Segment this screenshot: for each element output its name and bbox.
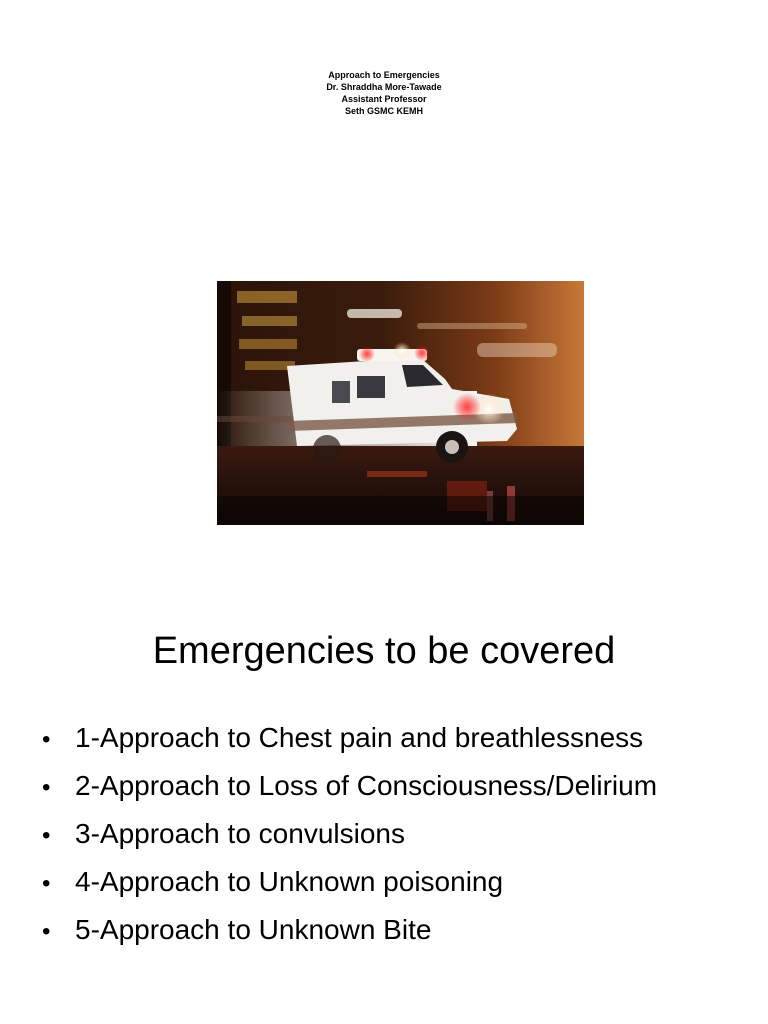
list-item	[42, 714, 657, 762]
presentation-title: Approach to Emergencies	[328, 70, 440, 80]
bullet-icon: •	[42, 918, 51, 945]
author-institution: Seth GSMC KEMH	[344, 106, 423, 116]
bullet-icon: •	[42, 726, 51, 753]
list-item-text: 2-Approach to Loss of Consciousness/Delirium	[75, 770, 658, 801]
list-item	[42, 906, 657, 954]
list-item	[42, 762, 657, 810]
bullet-icon: •	[42, 870, 51, 897]
author-designation: Assistant Professor	[341, 94, 427, 104]
bullet-icon: •	[42, 774, 51, 801]
title-slide-header	[0, 69, 768, 117]
list-item	[42, 858, 657, 906]
list-item	[42, 810, 657, 858]
list-item-text: 5-Approach to Unknown Bite	[75, 914, 432, 945]
emergencies-list	[42, 714, 657, 954]
list-item-text: 4-Approach to Unknown poisoning	[75, 866, 504, 897]
author-name: Dr. Shraddha More-Tawade	[326, 82, 442, 92]
slide-heading: Emergencies to be covered	[152, 630, 616, 672]
list-item-text: 1-Approach to Chest pain and breathlessness	[75, 722, 644, 753]
bullet-icon: •	[42, 822, 51, 849]
list-item-text: 3-Approach to convulsions	[75, 818, 405, 849]
ambulance-photo	[217, 281, 584, 525]
